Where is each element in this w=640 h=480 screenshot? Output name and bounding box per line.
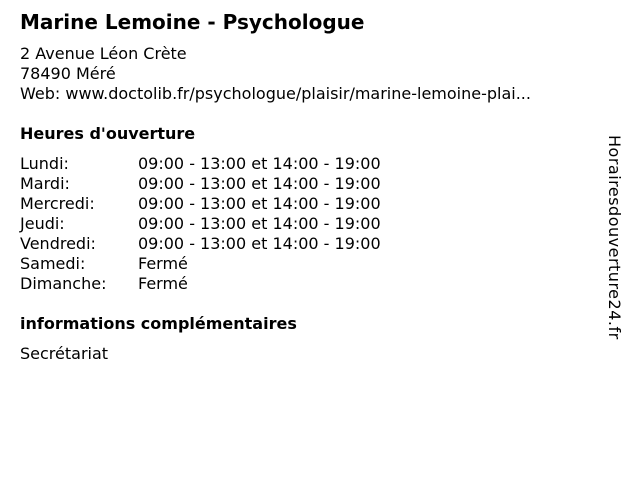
hours-value: 09:00 - 13:00 et 14:00 - 19:00 [138, 214, 381, 233]
hours-value: Fermé [138, 254, 188, 273]
hours-value: 09:00 - 13:00 et 14:00 - 19:00 [138, 174, 381, 193]
hours-row-sunday [20, 274, 381, 294]
additional-info-heading: informations complémentaires [20, 314, 297, 333]
hours-value: Fermé [138, 274, 188, 293]
hours-day: Jeudi: [20, 214, 65, 233]
page-title: Marine Lemoine - Psychologue [20, 10, 365, 34]
hours-row-wednesday [20, 194, 381, 214]
hours-value: 09:00 - 13:00 et 14:00 - 19:00 [138, 194, 381, 213]
opening-hours-heading: Heures d'ouverture [20, 124, 196, 143]
additional-info-text: Secrétariat [20, 344, 109, 363]
hours-row-friday [20, 234, 381, 254]
hours-day: Mardi: [20, 174, 70, 193]
hours-value: 09:00 - 13:00 et 14:00 - 19:00 [138, 234, 381, 253]
hours-row-tuesday [20, 174, 381, 194]
address-city: 78490 Méré [20, 64, 116, 83]
hours-row-saturday [20, 254, 381, 274]
hours-day: Lundi: [20, 154, 69, 173]
address-street: 2 Avenue Léon Crète [20, 44, 187, 63]
hours-day: Dimanche: [20, 274, 107, 293]
address-block [20, 44, 531, 104]
hours-value: 09:00 - 13:00 et 14:00 - 19:00 [138, 154, 381, 173]
website-link[interactable]: Web: www.doctolib.fr/psychologue/plaisir/marine-lemoine-plai... [20, 84, 531, 103]
hours-row-thursday [20, 214, 381, 234]
opening-hours-table [20, 154, 381, 294]
hours-day: Samedi: [20, 254, 86, 273]
hours-row-monday [20, 154, 381, 174]
hours-day: Mercredi: [20, 194, 95, 213]
hours-day: Vendredi: [20, 234, 96, 253]
site-watermark: Horairesdouverture24.fr [605, 135, 624, 340]
